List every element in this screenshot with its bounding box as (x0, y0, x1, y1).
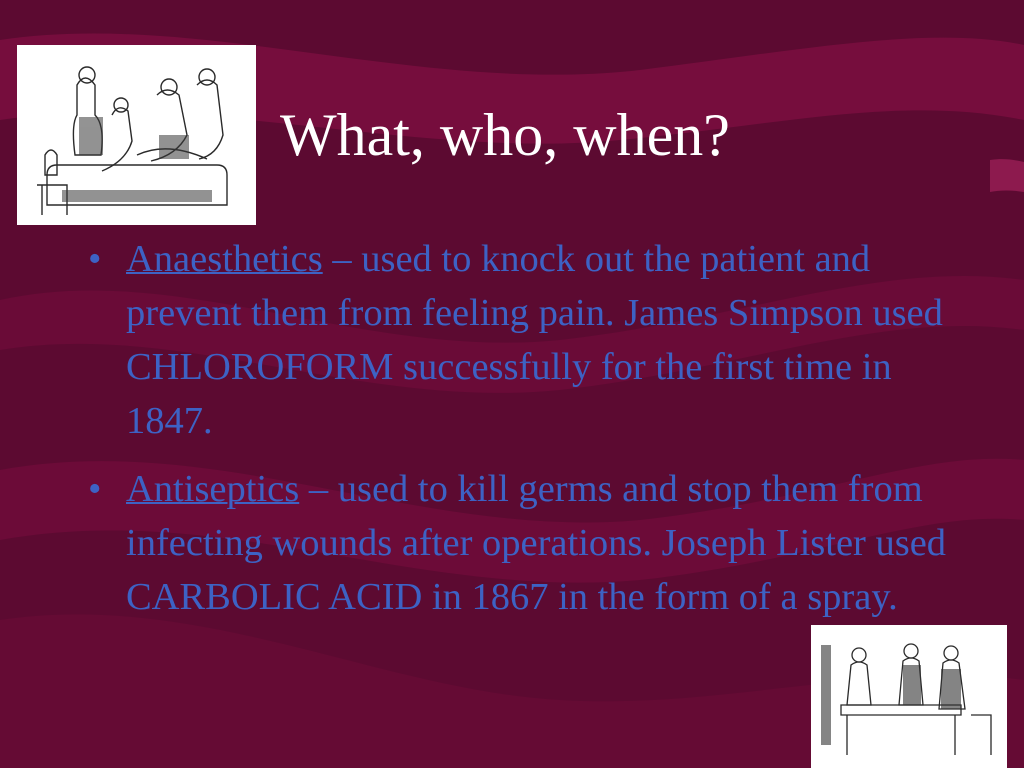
term-link-anaesthetics[interactable]: Anaesthetics (126, 238, 323, 280)
bullet-text: – used to knock out the patient and prevent them from feeling pain. James Simpson used CHLOROFORM successfully for the first time in 1847. (126, 238, 943, 442)
bullet-list (88, 232, 948, 638)
surgery-engraving-image-bottom (811, 625, 1007, 768)
bullet-icon: • (88, 238, 102, 280)
bullet-item-antiseptics (88, 462, 948, 624)
bullet-icon: • (88, 468, 102, 510)
bullet-text: – used to kill germs and stop them from infecting wounds after operations. Joseph Lister used CARBOLIC ACID in 1867 in the form of a spray. (126, 468, 947, 618)
term-link-antiseptics[interactable]: Antiseptics (126, 468, 300, 510)
surgery-engraving-image-top (17, 45, 256, 225)
engraving-illustration (811, 625, 1007, 768)
bullet-item-anaesthetics (88, 232, 948, 448)
engraving-illustration (17, 45, 256, 225)
slide-title: What, who, when? (280, 102, 730, 168)
